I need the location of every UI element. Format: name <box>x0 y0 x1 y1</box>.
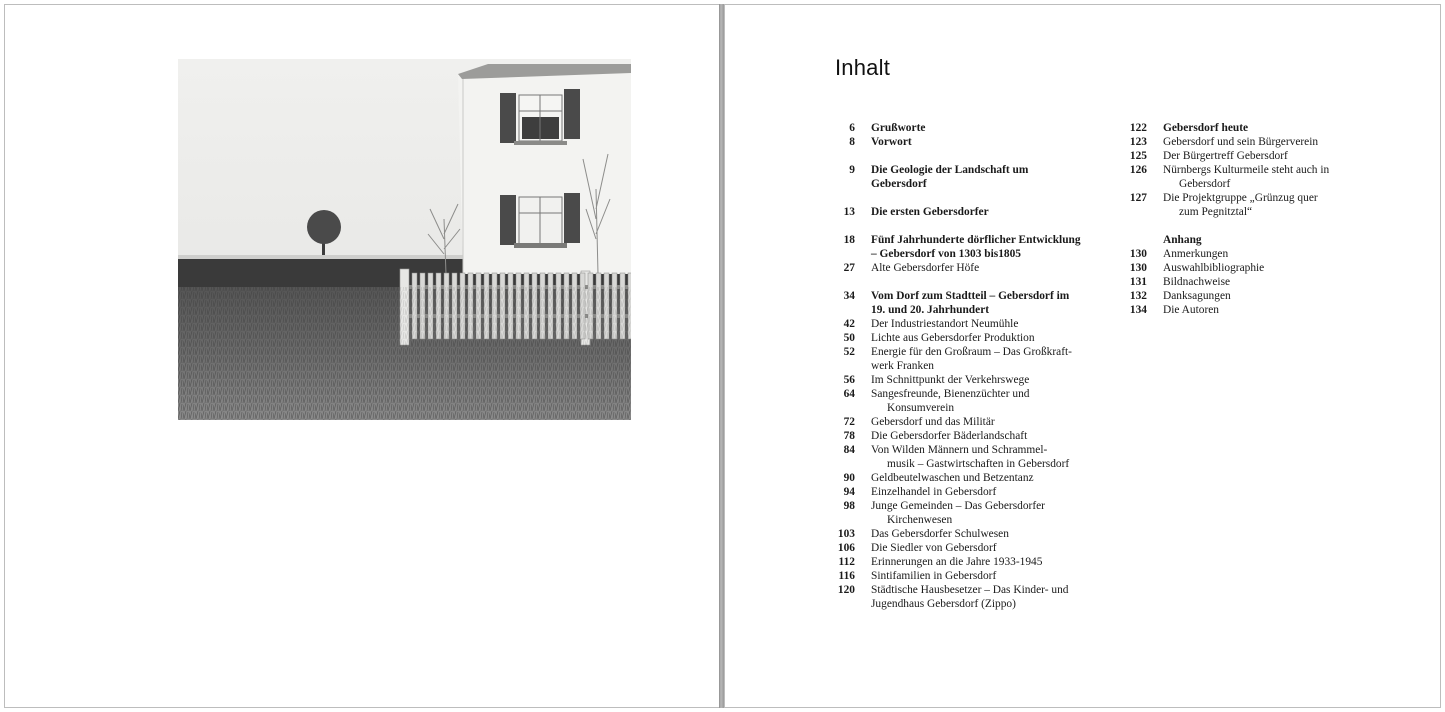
toc-title-line: Die Geologie der Landschaft um <box>871 164 1029 176</box>
toc-title-line: Alte Gebersdorfer Höfe <box>871 262 980 274</box>
toc-title-continuation: – Gebersdorf von 1303 bis1805 <box>871 248 1021 260</box>
toc-page-number: 98 <box>843 500 855 512</box>
toc-page-number: 27 <box>843 262 855 274</box>
toc-title-line: Danksagungen <box>1163 290 1231 302</box>
toc-entry <box>829 499 1089 527</box>
toc-title <box>871 373 1089 387</box>
toc-entry <box>829 205 1089 219</box>
toc-title <box>1163 163 1351 191</box>
toc-entry <box>1121 149 1351 163</box>
toc-page-number: 132 <box>1129 290 1147 302</box>
toc-entry <box>829 373 1089 387</box>
toc-page-number: 130 <box>1129 248 1147 260</box>
toc-title <box>1163 135 1351 149</box>
toc-title-continuation: Konsumverein <box>887 402 955 414</box>
toc-title-continuation: Gebersdorf <box>871 178 927 190</box>
toc-page-number: 42 <box>843 318 855 330</box>
toc-title-line: Einzelhandel in Gebersdorf <box>871 486 997 498</box>
toc-entry <box>1121 303 1351 317</box>
toc-entry <box>829 163 1089 191</box>
toc-title-line: Vorwort <box>871 136 912 148</box>
toc-title-continuation: Kirchenwesen <box>887 514 953 526</box>
toc-title <box>1163 121 1351 135</box>
toc-title-line: Bildnachweise <box>1163 276 1231 288</box>
toc-page-number: 50 <box>843 332 855 344</box>
toc-title <box>871 345 1089 373</box>
contents-column-2 <box>1121 121 1351 317</box>
toc-page-number: 123 <box>1129 136 1147 148</box>
toc-title-line: Junge Gemeinden – Das Gebersdorfer <box>871 500 1045 512</box>
toc-title-line: Die Autoren <box>1163 304 1219 316</box>
toc-page-number: 134 <box>1129 304 1147 316</box>
toc-page-number: 18 <box>843 234 855 246</box>
toc-title-line: Die Gebersdorfer Bäderlandschaft <box>871 430 1028 442</box>
toc-title-line: Sangesfreunde, Bienenzüchter und <box>871 388 1030 400</box>
toc-title-line: Gebersdorf heute <box>1163 122 1249 134</box>
toc-page-number: 106 <box>837 542 855 554</box>
toc-title-line: Geldbeutelwaschen und Betzentanz <box>871 472 1034 484</box>
toc-title <box>871 317 1089 331</box>
left-page <box>4 4 720 708</box>
toc-page-number: 103 <box>837 528 855 540</box>
toc-title-line: Fünf Jahrhunderte dörflicher Entwicklung <box>871 234 1081 246</box>
toc-title-line: Nürnbergs Kulturmeile steht auch in <box>1163 164 1330 176</box>
toc-entry <box>1121 261 1351 275</box>
toc-title <box>1163 289 1351 303</box>
toc-title <box>871 163 1089 191</box>
toc-title-line: Die Siedler von Gebersdorf <box>871 542 997 554</box>
toc-page-number: 127 <box>1129 192 1147 204</box>
toc-title-line: Vom Dorf zum Stadtteil – Gebersdorf im <box>871 290 1070 302</box>
toc-entry <box>829 527 1089 541</box>
house-photograph <box>178 59 631 420</box>
right-page <box>724 4 1441 708</box>
contents-column-1 <box>829 121 1089 611</box>
toc-page-number: 122 <box>1129 122 1147 134</box>
toc-title <box>1163 247 1351 261</box>
toc-title <box>871 471 1089 485</box>
toc-entry <box>829 415 1089 429</box>
toc-entry <box>1121 135 1351 149</box>
toc-entry <box>829 345 1089 373</box>
toc-title-line: Im Schnittpunkt der Verkehrswege <box>871 374 1030 386</box>
toc-title <box>871 485 1089 499</box>
toc-title <box>1163 275 1351 289</box>
toc-title <box>871 331 1089 345</box>
toc-page-number: 13 <box>843 206 855 218</box>
toc-title-line: Von Wilden Männern und Schrammel- <box>871 444 1048 456</box>
toc-title <box>871 289 1089 317</box>
toc-entry <box>829 317 1089 331</box>
toc-title <box>1163 261 1351 275</box>
toc-title <box>871 569 1089 583</box>
toc-page-number: 112 <box>838 556 855 568</box>
toc-title-continuation: werk Franken <box>871 360 934 372</box>
toc-page-number: 72 <box>843 416 855 428</box>
toc-title-line: Energie für den Großraum – Das Großkraft- <box>871 346 1072 358</box>
toc-title <box>1163 149 1351 163</box>
toc-title-line: Anhang <box>1163 234 1202 246</box>
toc-entry <box>829 555 1089 569</box>
toc-entry <box>829 583 1089 611</box>
toc-page-number: 56 <box>843 374 855 386</box>
toc-entry <box>829 331 1089 345</box>
toc-title <box>1163 191 1351 219</box>
toc-page-number: 9 <box>849 164 855 176</box>
toc-page-number: 130 <box>1129 262 1147 274</box>
toc-title <box>871 205 1089 219</box>
toc-page-number: 34 <box>843 290 855 302</box>
toc-entry <box>829 429 1089 443</box>
toc-entry <box>1121 247 1351 261</box>
toc-title-continuation: zum Pegnitztal“ <box>1179 206 1253 218</box>
toc-title-line: Gebersdorf und sein Bürgerverein <box>1163 136 1319 148</box>
toc-title-line: Anmerkungen <box>1163 248 1229 260</box>
toc-title <box>871 415 1089 429</box>
toc-title <box>871 233 1089 261</box>
toc-title-line: Der Industriestandort Neumühle <box>871 318 1019 330</box>
toc-title-continuation: musik – Gastwirtschaften in Gebersdorf <box>887 458 1070 470</box>
toc-page-number: 64 <box>843 388 855 400</box>
toc-entry <box>829 135 1089 149</box>
toc-entry <box>829 569 1089 583</box>
toc-title-line: Der Bürgertreff Gebersdorf <box>1163 150 1288 162</box>
toc-title-line: Grußworte <box>871 122 926 134</box>
toc-title-line: Erinnerungen an die Jahre 1933-1945 <box>871 556 1043 568</box>
toc-title-line: Auswahlbibliographie <box>1163 262 1265 274</box>
toc-title-line: Städtische Hausbesetzer – Das Kinder- und <box>871 584 1069 596</box>
toc-title <box>871 443 1089 471</box>
toc-entry <box>829 541 1089 555</box>
toc-title <box>871 135 1089 149</box>
toc-title <box>871 429 1089 443</box>
toc-title <box>1163 233 1351 247</box>
toc-title <box>871 555 1089 569</box>
toc-title <box>871 261 1089 275</box>
toc-title <box>871 121 1089 135</box>
contents-heading: Inhalt <box>835 55 891 80</box>
toc-title <box>871 541 1089 555</box>
toc-title-line: Gebersdorf und das Militär <box>871 416 995 428</box>
photo-drawing <box>178 59 631 420</box>
toc-page-number: 6 <box>849 122 855 134</box>
toc-title-line: Lichte aus Gebersdorfer Produktion <box>871 332 1035 344</box>
toc-page-number: 52 <box>843 346 855 358</box>
toc-entry <box>1121 275 1351 289</box>
toc-title-line: Die ersten Gebersdorfer <box>871 206 989 218</box>
toc-entry <box>829 387 1089 415</box>
toc-page-number: 90 <box>843 472 855 484</box>
toc-title-line: Die Projektgruppe „Grünzug quer <box>1163 192 1318 204</box>
toc-title-continuation: Gebersdorf <box>1179 178 1231 190</box>
toc-page-number: 120 <box>837 584 855 596</box>
toc-entry <box>1121 289 1351 303</box>
toc-entry <box>829 121 1089 135</box>
toc-entry <box>1121 163 1351 191</box>
toc-entry <box>829 233 1089 261</box>
toc-entry <box>829 471 1089 485</box>
toc-title-continuation: 19. und 20. Jahrhundert <box>871 304 990 316</box>
toc-entry <box>829 485 1089 499</box>
toc-title-continuation: Jugendhaus Gebersdorf (Zippo) <box>871 598 1016 610</box>
toc-entry <box>1121 191 1351 219</box>
toc-entry <box>829 289 1089 317</box>
toc-entry <box>1121 233 1351 247</box>
toc-page-number: 8 <box>849 136 855 148</box>
toc-title-line: Das Gebersdorfer Schulwesen <box>871 528 1009 540</box>
toc-page-number: 126 <box>1129 164 1147 176</box>
toc-page-number: 84 <box>843 444 855 456</box>
toc-title <box>871 387 1089 415</box>
toc-entry <box>829 261 1089 275</box>
toc-page-number: 125 <box>1129 150 1147 162</box>
toc-title <box>871 527 1089 541</box>
toc-entry <box>1121 121 1351 135</box>
toc-title <box>871 583 1089 611</box>
toc-page-number: 116 <box>838 570 855 582</box>
toc-title <box>871 499 1089 527</box>
toc-page-number: 78 <box>843 430 855 442</box>
toc-title <box>1163 303 1351 317</box>
toc-page-number: 131 <box>1129 276 1147 288</box>
toc-title-line: Sintifamilien in Gebersdorf <box>871 570 997 582</box>
toc-page-number: 94 <box>843 486 855 498</box>
toc-entry <box>829 443 1089 471</box>
